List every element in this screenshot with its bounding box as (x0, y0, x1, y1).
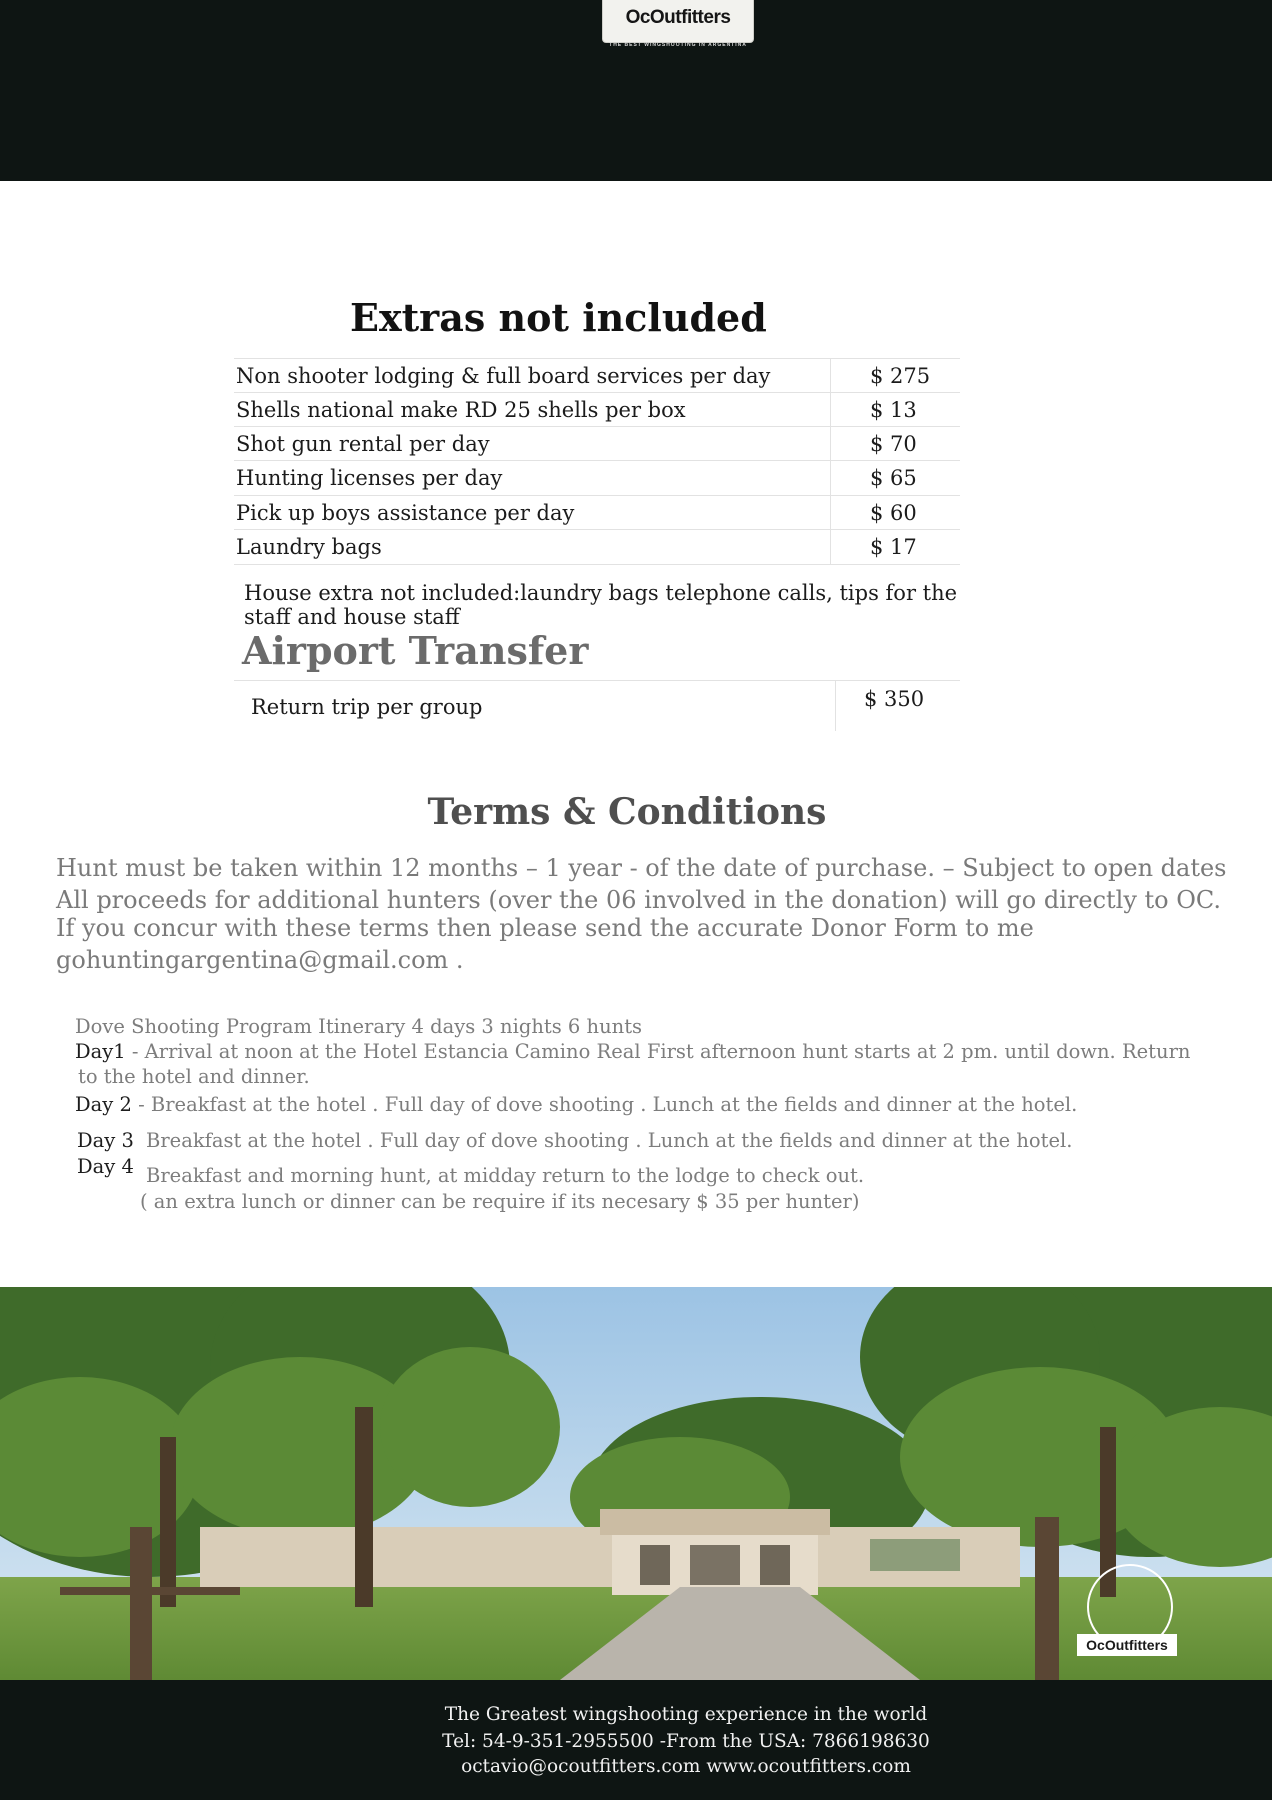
extras-row (234, 529, 960, 564)
extras-item-label: Laundry bags (236, 535, 382, 559)
column-divider (830, 530, 831, 564)
itinerary-day-3 (77, 1129, 134, 1152)
column-divider (830, 359, 831, 393)
extras-row (234, 392, 960, 427)
extra-meal-note: ( an extra lunch or dinner can be require if its necesary $ 35 per hunter) (140, 1190, 860, 1213)
terms-line: If you concur with these terms then please send the accurate Donor Form to me (56, 914, 1034, 942)
brand-logo (603, 0, 753, 42)
extras-item-price: $ 13 (870, 398, 917, 422)
brand-logo-text: OcOutfitters (625, 7, 731, 28)
brand-tagline: THE BEST WINGSHOOTING IN ARGENTINA (609, 42, 747, 48)
extras-item-label: Hunting licenses per day (236, 466, 503, 490)
itinerary-day-4 (77, 1155, 134, 1178)
airport-transfer-label: Return trip per group (251, 695, 483, 719)
footer-phone: Tel: 54-9-351-2955500 -From the USA: 7866198630 (442, 1731, 930, 1752)
terms-contact-email: gohuntingargentina@gmail.com . (56, 946, 464, 974)
extras-item-label: Non shooter lodging & full board services per day (236, 364, 771, 388)
photo-watermark-logo: OcOutfitters (1086, 1637, 1168, 1653)
itinerary-day-2 (75, 1093, 1077, 1116)
terms-line: All proceeds for additional hunters (over the 06 involved in the donation) will go directly to OC. (56, 886, 1222, 914)
footer-tagline: The Greatest wingshooting experience in the world (444, 1704, 928, 1725)
extras-item-price: $ 65 (870, 466, 917, 490)
terms-line: Hunt must be taken within 12 months – 1 year - of the date of purchase. – Subject to open dates (56, 854, 1227, 882)
extras-row (234, 495, 960, 530)
extras-item-price: $ 60 (870, 501, 917, 525)
extras-item-price: $ 70 (870, 432, 917, 456)
itinerary-day-1-cont: to the hotel and dinner. (78, 1065, 310, 1088)
column-divider (830, 496, 831, 530)
house-extras-note: House extra not included:laundry bags telephone calls, tips for the staff and house staff (244, 581, 958, 629)
footer-contact: octavio@ocoutfitters.com www.ocoutfitters.com (461, 1756, 911, 1777)
itinerary-day-1 (75, 1040, 1190, 1063)
itinerary-day-4-text: Breakfast and morning hunt, at midday return to the lodge to check out. (146, 1164, 865, 1187)
extras-item-label: Shells national make RD 25 shells per box (236, 398, 686, 422)
day-text: - Arrival at noon at the Hotel Estancia Camino Real First afternoon hunt starts at 2 pm. until down. Return (125, 1040, 1191, 1063)
itinerary-day-3-text: Breakfast at the hotel . Full day of dove shooting . Lunch at the fields and dinner at the hotel. (146, 1129, 1073, 1152)
terms-title: Terms & Conditions (427, 791, 827, 833)
extras-item-price: $ 17 (870, 535, 917, 559)
day-label: Day 2 (75, 1093, 132, 1116)
extras-title: Extras not included (350, 295, 767, 340)
extras-item-price: $ 275 (870, 364, 931, 388)
day-label: Day 3 (77, 1129, 134, 1152)
day-label: Day 4 (77, 1155, 134, 1178)
airport-transfer-title: Airport Transfer (242, 628, 589, 673)
column-divider (835, 681, 836, 731)
table-bottom-rule (234, 564, 960, 565)
extras-row (234, 426, 960, 461)
day-label: Day1 (75, 1040, 126, 1063)
itinerary-title: Dove Shooting Program Itinerary 4 days 3 nights 6 hunts (75, 1015, 643, 1038)
airport-transfer-price: $ 350 (864, 687, 925, 711)
column-divider (830, 427, 831, 461)
extras-row (234, 460, 960, 495)
day-text: - Breakfast at the hotel . Full day of dove shooting . Lunch at the fields and dinner at the hotel. (131, 1093, 1078, 1116)
estate-photo (0, 1287, 1272, 1680)
extras-item-label: Shot gun rental per day (236, 432, 490, 456)
airport-transfer-row (234, 680, 960, 731)
column-divider (830, 393, 831, 427)
column-divider (830, 461, 831, 495)
extras-row (234, 358, 960, 393)
extras-item-label: Pick up boys assistance per day (236, 501, 575, 525)
